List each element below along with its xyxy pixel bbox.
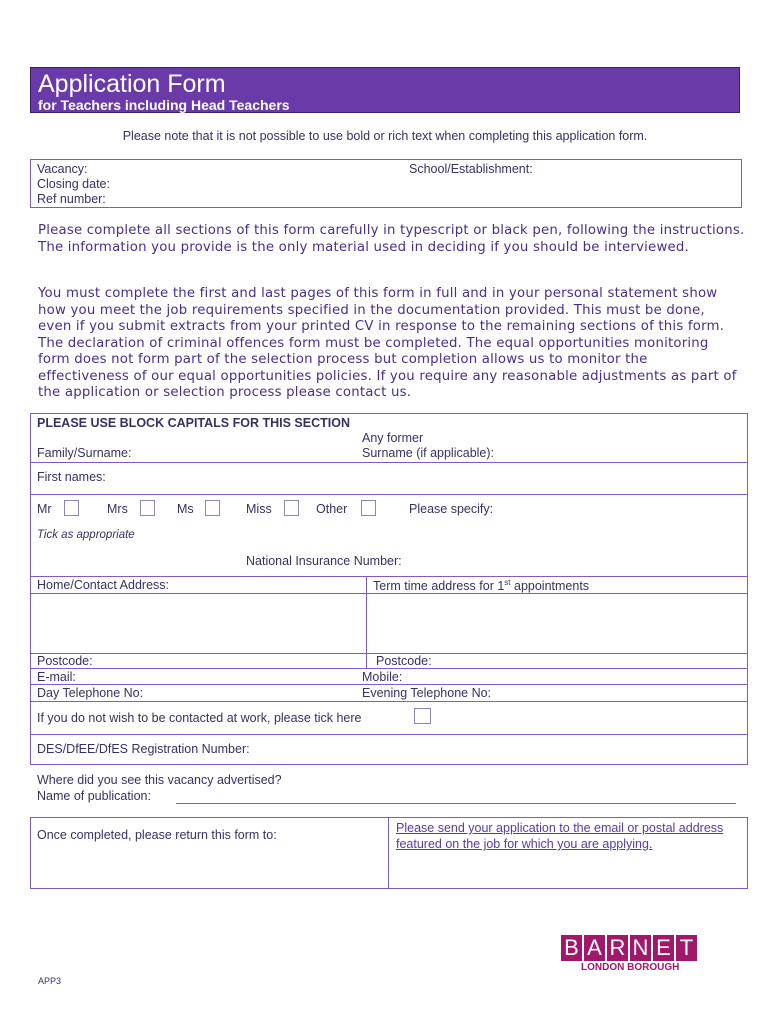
publication-input-line[interactable] (176, 803, 736, 804)
first-names-label: First names: (37, 470, 106, 484)
form-header (30, 67, 740, 113)
tick-hint: Tick as appropriate (37, 529, 135, 541)
formatting-note: Please note that it is not possible to use bold or rich text when completing this application form. (122, 129, 648, 143)
postcode-left-label: Postcode: (37, 654, 93, 668)
title-mrs-checkbox[interactable] (140, 500, 155, 516)
section-heading: PLEASE USE BLOCK CAPITALS FOR THIS SECTION (37, 416, 350, 430)
title-other-checkbox[interactable] (361, 500, 376, 516)
please-specify-label: Please specify: (409, 502, 494, 516)
divider (31, 668, 747, 669)
logo-letter: T (676, 935, 697, 961)
logo-letters (561, 935, 711, 961)
any-former-label: Any former (362, 431, 424, 445)
title-other-label: Other (316, 502, 348, 516)
title-mr-label: Mr (37, 502, 52, 516)
barnet-logo (561, 935, 711, 973)
divider (31, 494, 747, 495)
title-ms-label: Ms (177, 502, 194, 516)
divider (388, 818, 389, 888)
return-instructions-link[interactable]: Please send your application to the email or postal address featured on the job for which you are applying. (396, 821, 724, 851)
where-advertised-label: Where did you see this vacancy advertised? (37, 773, 282, 787)
ni-number-label: National Insurance Number: (246, 554, 402, 568)
divider (31, 734, 747, 735)
logo-subtitle: LONDON BOROUGH (581, 962, 680, 973)
title-miss-label: Miss (246, 502, 272, 516)
divider (366, 576, 367, 668)
evening-telephone-label: Evening Telephone No: (362, 686, 492, 700)
form-title: Application Form (38, 70, 226, 98)
return-details-box (30, 817, 748, 889)
mobile-label: Mobile: (362, 670, 403, 684)
divider (31, 701, 747, 702)
personal-details-section (30, 413, 748, 765)
intro-paragraph-2: You must complete the first and last pages of this form in full and in your personal statement show how you meet the job requirements specified in the documentation provided. This must be done, even if you submit extracts from your printed CV in response to the remaining sections of this form. The declaration of criminal offences form must be completed. The equal opportunities monitoring form does not form part of the selection process but completion allows us to monitor the effectiveness of our equal opportunities policies. If you require any reasonable adjustments as part of the application or selection process please contact us. (38, 286, 737, 400)
form-code: APP3 (38, 976, 62, 986)
term-address-sup: st (504, 578, 511, 587)
no-contact-at-work-checkbox[interactable] (414, 708, 431, 724)
logo-letter: E (653, 935, 674, 961)
vacancy-box (30, 159, 742, 208)
email-label: E-mail: (37, 670, 76, 684)
logo-letter: N (630, 935, 651, 961)
school-label: School/Establishment: (409, 162, 533, 176)
des-registration-label: DES/DfEE/DfES Registration Number: (37, 742, 250, 756)
divider (31, 462, 747, 463)
postcode-right-label: Postcode: (376, 654, 432, 668)
divider (31, 576, 747, 577)
title-mr-checkbox[interactable] (64, 500, 79, 516)
title-mrs-label: Mrs (107, 502, 128, 516)
logo-letter: B (561, 935, 582, 961)
publication-label: Name of publication: (37, 789, 151, 803)
title-miss-checkbox[interactable] (284, 500, 299, 516)
no-contact-at-work-label: If you do not wish to be contacted at work, please tick here (37, 711, 362, 725)
family-surname-label: Family/Surname: (37, 446, 132, 460)
logo-letter: A (584, 935, 605, 961)
home-address-label: Home/Contact Address: (37, 578, 170, 592)
logo-letter: R (607, 935, 628, 961)
term-address-label (373, 578, 589, 593)
ref-number-label: Ref number: (37, 192, 106, 206)
vacancy-label: Vacancy: (37, 162, 88, 176)
term-address-field[interactable] (367, 594, 747, 652)
title-ms-checkbox[interactable] (205, 500, 220, 516)
former-surname-label: Surname (if applicable): (362, 446, 495, 460)
day-telephone-label: Day Telephone No: (37, 686, 144, 700)
home-address-field[interactable] (31, 594, 365, 652)
intro-paragraph-1: Please complete all sections of this form carefully in typescript or black pen, following the instructions. The information you provide is the only material used in deciding if you should be interviewed. (38, 223, 745, 255)
return-form-label: Once completed, please return this form to: (37, 828, 277, 842)
divider (31, 684, 747, 685)
term-address-text-end: appointments (510, 579, 590, 594)
closing-date-label: Closing date: (37, 177, 110, 191)
form-subtitle: for Teachers including Head Teachers (38, 97, 290, 113)
term-address-text: Term time address for 1 (373, 579, 505, 594)
